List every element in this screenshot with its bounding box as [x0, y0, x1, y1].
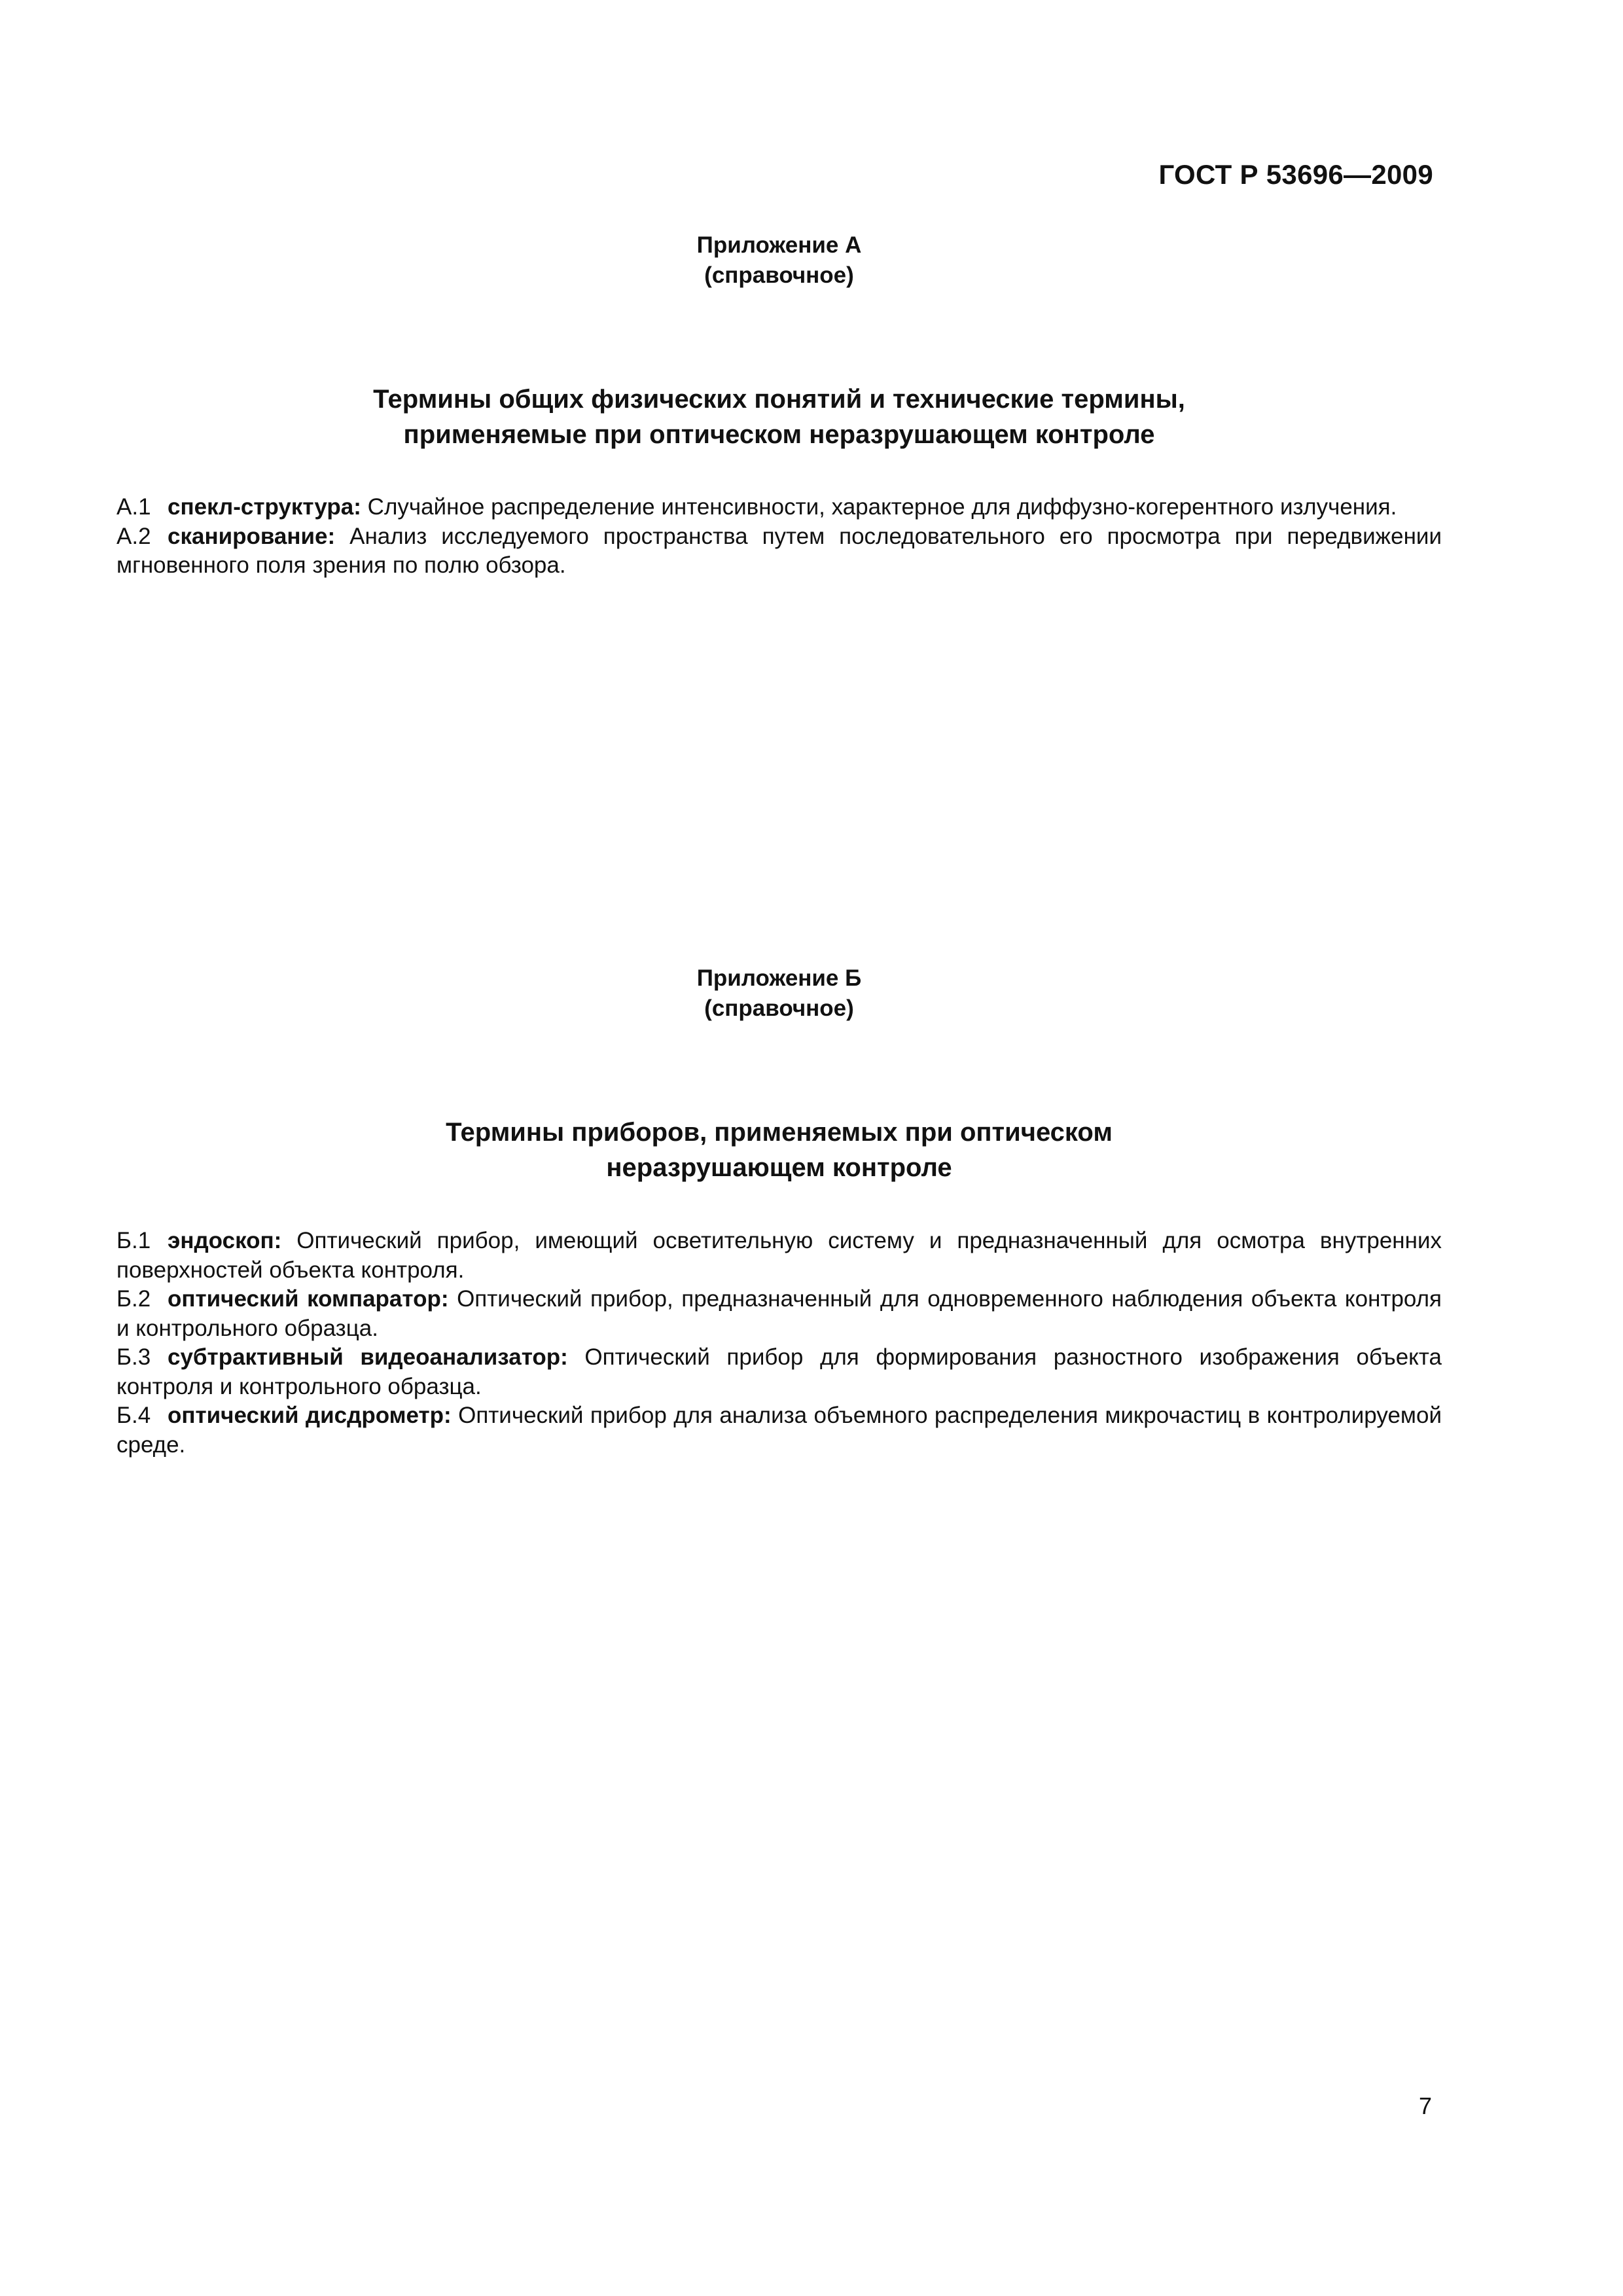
term-entry — [116, 1343, 1442, 1401]
appendix-b-heading-line-1: Термины приборов, применяемых при оптическом — [446, 1118, 1113, 1147]
term-number: Б.4 — [116, 1403, 151, 1428]
term-definition: Анализ исследуемого пространства путем последовательного его просмотра при передвижении мгновенного поля зрения по полю обзора. — [116, 523, 1442, 578]
appendix-a — [116, 230, 1442, 291]
page-number: 7 — [1418, 2092, 1432, 2119]
appendix-b-terms — [116, 1227, 1442, 1460]
term-definition: Оптический прибор для анализа объемного распределения микрочастиц в контролируемой среде. — [116, 1403, 1442, 1458]
appendix-a-heading-line-2: применяемые при оптическом неразрушающем контроле — [403, 420, 1155, 449]
appendix-b-heading-line-2: неразрушающем контроле — [606, 1153, 952, 1182]
term-number: Б.3 — [116, 1344, 151, 1370]
term-entry — [116, 522, 1442, 581]
term-number: А.2 — [116, 523, 151, 549]
document-code: ГОСТ Р 53696—2009 — [1158, 159, 1433, 190]
term-definition: Оптический прибор, имеющий осветительную систему и предназначенный для осмотра внутренних поверхностей объекта контроля. — [116, 1228, 1442, 1283]
term-entry — [116, 1401, 1442, 1460]
term-definition: Оптический прибор для формирования разностного изображения объекта контроля и контрольного образца. — [116, 1344, 1442, 1399]
term-number: Б.2 — [116, 1286, 151, 1312]
term-entry — [116, 493, 1442, 522]
term-name: спекл-структура: — [168, 494, 361, 520]
term-name: субтрактивный видеоанализатор: — [168, 1344, 568, 1370]
appendix-a-heading — [116, 382, 1442, 452]
term-name: оптический дисдрометр: — [168, 1403, 452, 1428]
appendix-b-label: Приложение Б — [696, 965, 862, 991]
term-number: Б.1 — [116, 1228, 151, 1253]
appendix-a-heading-line-1: Термины общих физических понятий и технические термины, — [373, 385, 1185, 414]
appendix-b — [116, 963, 1442, 1024]
term-definition: Случайное распределение интенсивности, характерное для диффузно-когерентного излучения. — [361, 494, 1397, 520]
term-name: сканирование: — [168, 523, 336, 549]
appendix-b-status: (справочное) — [704, 996, 854, 1021]
appendix-b-heading — [116, 1115, 1442, 1185]
term-entry — [116, 1227, 1442, 1285]
appendix-a-terms — [116, 493, 1442, 581]
term-name: эндоскоп: — [168, 1228, 282, 1253]
appendix-a-label: Приложение А — [696, 232, 862, 258]
term-entry — [116, 1285, 1442, 1343]
appendix-a-status: (справочное) — [704, 262, 854, 288]
term-number: А.1 — [116, 494, 151, 520]
term-definition: Оптический прибор, предназначенный для одновременного наблюдения объекта контроля и контрольного образца. — [116, 1286, 1442, 1341]
term-name: оптический компаратор: — [168, 1286, 449, 1312]
